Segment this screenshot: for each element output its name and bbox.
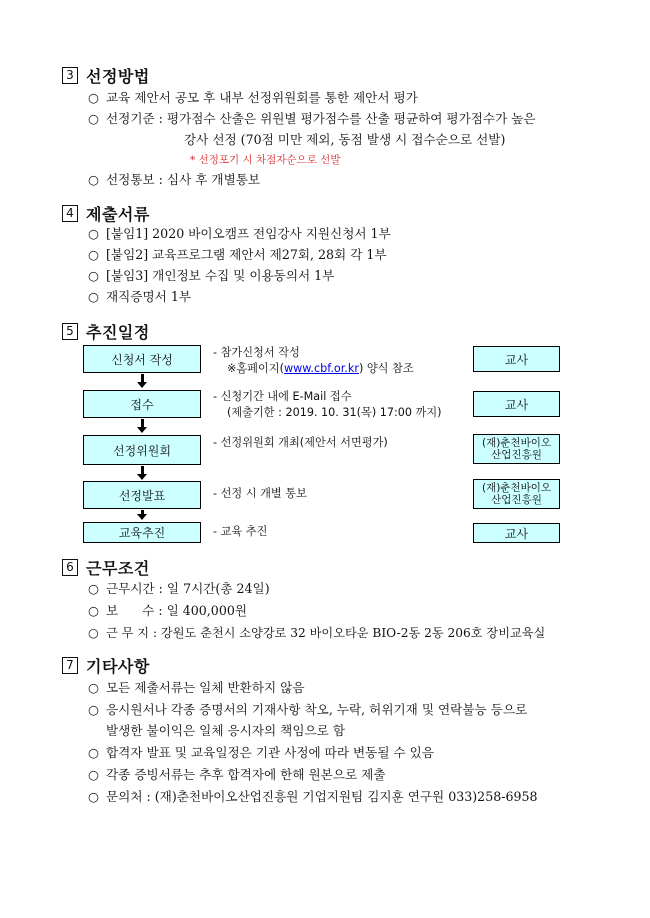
flow-step-education: 교육추진 [83, 522, 201, 543]
list-item: ○ 합격자 발표 및 교육일정은 기관 사정에 따라 변동될 수 있음 [88, 745, 435, 760]
flow-step-committee: 선정위원회 [83, 435, 201, 465]
flow-step-desc: - 참가신청서 작성 [213, 346, 300, 359]
list-item: ○ 재직증명서 1부 [88, 289, 192, 304]
section-title: 기타사항 [86, 657, 150, 676]
flow-step-receipt: 접수 [83, 390, 201, 418]
list-item: ○ 각종 증빙서류는 추후 합격자에 한해 원본으로 제출 [88, 767, 386, 782]
list-item-continuation: 발생한 불이익은 일체 응시자의 책임으로 함 [106, 723, 345, 738]
flow-org-box: (재)춘천바이오 산업진흥원 [473, 434, 560, 464]
list-item: ○ 보 수 : 일 400,000원 [88, 603, 248, 618]
bullet-icon: ○ [88, 745, 99, 760]
bullet-icon: ○ [88, 626, 99, 640]
bullet-icon: ○ [88, 702, 99, 717]
list-item: ○ 모든 제출서류는 일체 반환하지 않음 [88, 680, 305, 695]
bullet-icon: ○ [88, 289, 99, 304]
flow-step-desc: - 선정위원회 개최(제안서 서면평가) [213, 436, 388, 449]
section-6-header [62, 556, 150, 579]
flow-org-box: 교사 [473, 523, 560, 543]
flow-step-announcement: 선정발표 [83, 481, 201, 509]
section-number: 4 [62, 205, 78, 222]
section-title: 제출서류 [86, 205, 150, 224]
section-5-header [62, 320, 150, 343]
list-item: ○ 교육 제안서 공모 후 내부 선정위원회를 통한 제안서 평가 [88, 90, 418, 105]
list-item: ○ 선정기준 : 평가점수 산출은 위원별 평가점수를 산출 평균하여 평가점수가 높은 [88, 111, 536, 126]
bullet-icon: ○ [88, 789, 99, 804]
bullet-icon: ○ [88, 111, 99, 126]
list-item: ○ 문의처 : (재)춘천바이오산업진흥원 기업지원팀 김지훈 연구원 033)258-6958 [88, 789, 538, 804]
section-title: 선정방법 [86, 67, 150, 86]
bullet-icon: ○ [88, 680, 99, 695]
list-item: ○ [붙임3] 개인정보 수집 및 이용동의서 1부 [88, 268, 335, 283]
flow-org-box: 교사 [473, 391, 560, 417]
flow-step-desc: (제출기한 : 2019. 10. 31(목) 17:00 까지) [227, 406, 442, 419]
flow-org-box: 교사 [473, 346, 560, 372]
section-number: 7 [62, 657, 78, 674]
section-7-header [62, 654, 150, 677]
section-number: 5 [62, 323, 78, 340]
flow-org-box: (재)춘천바이오 산업진흥원 [473, 479, 560, 509]
bullet-icon: ○ [88, 767, 99, 782]
list-item: ○ 선정통보 : 심사 후 개별통보 [88, 172, 261, 187]
flow-step-desc: ※홈페이지(www.cbf.or.kr) 양식 참조 [227, 362, 414, 375]
bullet-icon: ○ [88, 603, 99, 618]
flow-step-desc: - 교육 추진 [213, 525, 268, 538]
bullet-icon: ○ [88, 247, 99, 262]
bullet-icon: ○ [88, 90, 99, 105]
section-3-header [62, 64, 150, 87]
section-title: 근무조건 [86, 559, 150, 578]
homepage-link[interactable]: www.cbf.or.kr [283, 362, 359, 375]
list-item: ○ 응시원서나 각종 증명서의 기재사항 착오, 누락, 허위기재 및 연락불능 등으로 [88, 702, 528, 717]
bullet-icon: ○ [88, 268, 99, 283]
list-item-continuation: 강사 선정 (70점 미만 제외, 동점 발생 시 접수순으로 선발) [184, 132, 506, 147]
list-item: ○ 근무시간 : 일 7시간(총 24일) [88, 581, 270, 596]
bullet-icon: ○ [88, 172, 99, 187]
section-number: 6 [62, 559, 78, 576]
flow-step-desc: - 신청기간 내에 E-Mail 접수 [213, 390, 352, 403]
bullet-icon: ○ [88, 581, 99, 596]
list-item: ○ 근 무 지 : 강원도 춘천시 소양강로 32 바이오타운 BIO-2동 2동 206호 장비교육실 [88, 626, 546, 640]
list-item: ○ [붙임1] 2020 바이오캠프 전임강사 지원신청서 1부 [88, 226, 391, 241]
list-item: ○ [붙임2] 교육프로그램 제안서 제27회, 28회 각 1부 [88, 247, 387, 262]
selection-note: * 선정포기 시 차점자순으로 선발 [190, 154, 341, 166]
flow-step-application: 신청서 작성 [83, 345, 201, 373]
section-number: 3 [62, 67, 78, 84]
flow-step-desc: - 선정 시 개별 통보 [213, 487, 307, 500]
section-title: 추진일정 [86, 323, 150, 342]
section-4-header [62, 202, 150, 225]
bullet-icon: ○ [88, 226, 99, 241]
